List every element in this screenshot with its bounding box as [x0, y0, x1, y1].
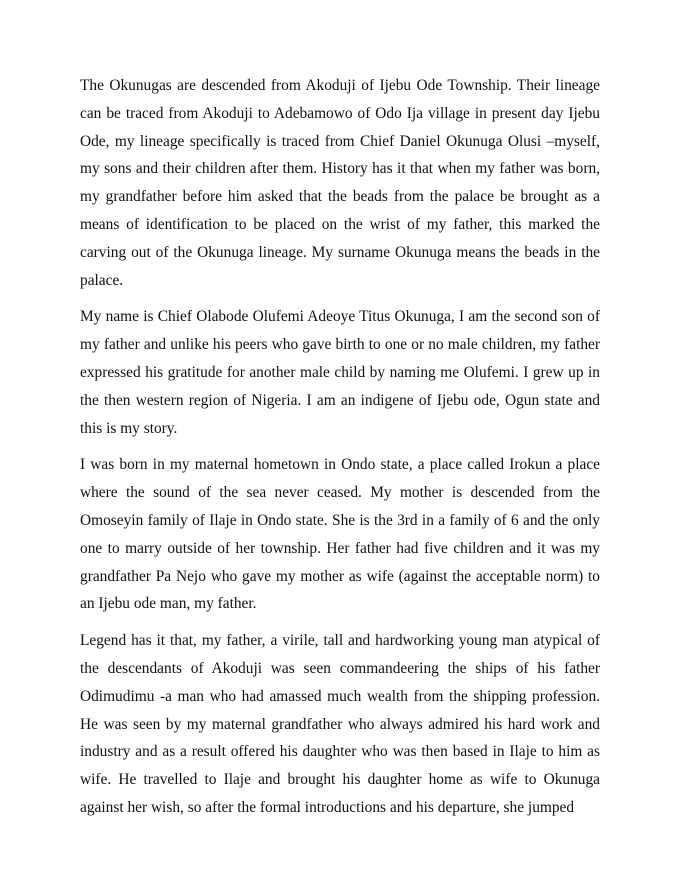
- paragraph-birthplace: I was born in my maternal hometown in Ondo state, a place called Irokun a place where the sound of the sea never ceased. My mother is descended from the Omoseyin family of Ilaje in Ondo state. She is the 3rd in a family of 6 and the only one to marry outside of her township. Her father had five children and it was my grandfather Pa Nejo who gave my mother as wife (against the acceptable norm) to an Ijebu ode man, my father.: [80, 456, 600, 613]
- document-body: [80, 72, 600, 831]
- paragraph-name: My name is Chief Olabode Olufemi Adeoye Titus Okunuga, I am the second son of my father and unlike his peers who gave birth to one or no male children, my father expressed his gratitude for another male child by naming me Olufemi. I grew up in the then western region of Nigeria. I am an indigene of Ijebu ode, Ogun state and this is my story.: [80, 308, 600, 437]
- paragraph-lineage: The Okunugas are descended from Akoduji of Ijebu Ode Township. Their lineage can be traced from Akoduji to Adebamowo of Odo Ija village in present day Ijebu Ode, my lineage specifically is traced from Chief Daniel Okunuga Olusi –myself, my sons and their children after them. History has it that when my father was born, my grandfather before him asked that the beads from the palace be brought as a means of identification to be placed on the wrist of my father, this marked the carving out of the Okunuga lineage. My surname Okunuga means the beads in the palace.: [80, 77, 600, 289]
- paragraph-legend: Legend has it that, my father, a virile, tall and hardworking young man atypical of the descendants of Akoduji was seen commandeering the ships of his father Odimudimu -a man who had amassed much wealth from the shipping profession. He was seen by my maternal grandfather who always admired his hard work and industry and as a result offered his daughter who was then based in Ilaje to him as wife. He travelled to Ilaje and brought his daughter home as wife to Okunuga against her wish, so after the formal introductions and his departure, she jumped: [80, 632, 600, 816]
